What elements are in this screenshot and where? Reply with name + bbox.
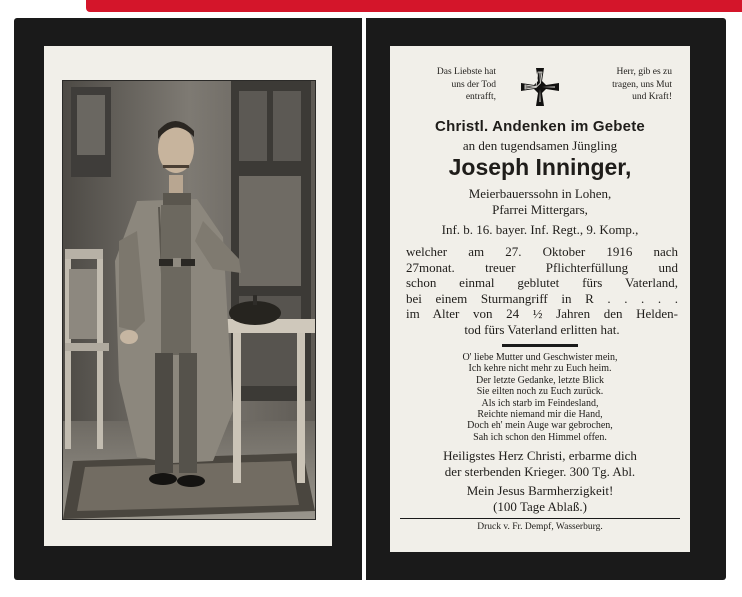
top-row — [390, 66, 690, 112]
footer-rule — [400, 518, 680, 519]
card-subheading: an den tugendsamen Jüngling — [462, 138, 618, 153]
quote-left — [410, 66, 496, 104]
card-heading: Christl. Andenken im Gebete — [435, 118, 645, 135]
text-panel — [390, 46, 690, 552]
memorial-card-right — [366, 18, 726, 580]
poem-line: Reichte niemand mir die Hand, — [477, 408, 603, 420]
military-unit: Inf. b. 16. bayer. Inf. Regt., 9. Komp., — [441, 222, 639, 237]
iron-cross-icon — [519, 66, 561, 108]
poem-line: Sie eilten noch zu Euch zurück. — [476, 386, 604, 398]
death-notice-line: 27monat. treuer Pflichterfüllung und — [406, 259, 678, 275]
memorial-card-left — [14, 18, 362, 580]
poem — [390, 352, 690, 443]
photo-panel — [44, 46, 332, 546]
death-notice-line: welcher am 27. Oktober 1916 nach — [406, 244, 678, 259]
parish: Pfarrei Mittergars, — [492, 202, 588, 217]
poem-line: Als ich starb im Feindesland, — [481, 397, 599, 409]
prayer-line: Mein Jesus Barmherzigkeit! — [466, 483, 614, 498]
divider — [502, 344, 578, 347]
quote-right-line: und Kraft! — [632, 92, 672, 102]
quote-right — [580, 66, 672, 104]
quote-right-line: Herr, gib es zu — [616, 67, 672, 77]
death-notice-line: bei einem Sturmangriff in R . . . . . — [406, 290, 678, 306]
prayer-line: Heiligstes Herz Christi, erbarme dich — [443, 448, 637, 463]
occupation: Meierbauerssohn in Lohen, — [468, 186, 612, 201]
quote-left-line: uns der Tod — [451, 79, 496, 90]
poem-line: Sah ich schon den Himmel offen. — [473, 431, 607, 443]
poem-line: Doch eh' mein Auge war gebrochen, — [467, 420, 613, 432]
poem-line: O' liebe Mutter und Geschwister mein, — [462, 352, 618, 363]
deceased-name: Joseph Inninger, — [448, 154, 632, 180]
soldier-photo-image — [63, 81, 315, 519]
quote-right-line: tragen, uns Mut — [612, 79, 672, 90]
quote-left-line: Das Liebste hat — [436, 67, 496, 77]
soldier-photo — [62, 80, 316, 520]
poem-line: Der letzte Gedanke, letzte Blick — [476, 374, 604, 386]
death-notice-line: schon einmal geblutet fürs Vaterland, — [406, 275, 678, 291]
prayer-line: (100 Tage Ablaß.) — [493, 499, 587, 514]
death-notice-line: tod fürs Vaterland erlitten hat. — [464, 321, 620, 337]
death-notice-line: im Alter von 24 ½ Jahren den Helden- — [406, 306, 678, 322]
quote-left-line: entrafft, — [465, 92, 496, 102]
death-notice-text — [406, 244, 678, 338]
prayer-line: der sterbenden Krieger. 300 Tg. Abl. — [444, 464, 636, 479]
red-strip — [86, 0, 742, 12]
printer-imprint: Druck v. Fr. Dempf, Wasserburg. — [477, 522, 603, 532]
poem-line: Ich kehre nicht mehr zu Euch heim. — [468, 363, 612, 375]
closing-prayer — [390, 448, 690, 515]
